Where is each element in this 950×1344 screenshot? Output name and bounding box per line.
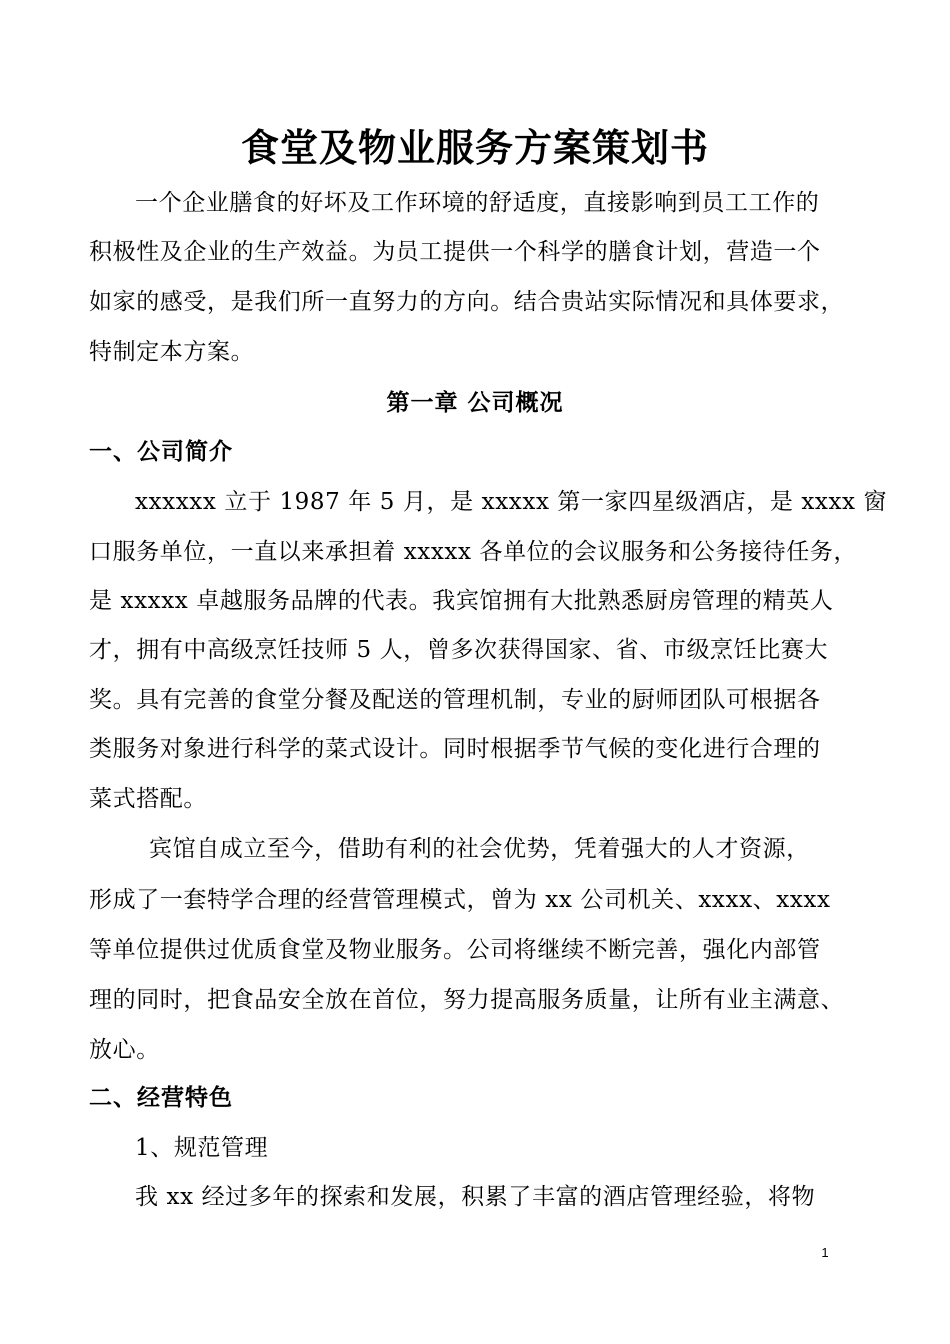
paragraph-line: 类服务对象进行科学的菜式设计。同时根据季节气候的变化进行合理的 (89, 736, 821, 762)
paragraph-line: 等单位提供过优质食堂及物业服务。公司将继续不断完善，强化内部管 (89, 937, 821, 963)
intro-line: 积极性及企业的生产效益。为员工提供一个科学的膳食计划，营造一个 (89, 239, 821, 265)
subheading-standard-management: 1、规范管理 (135, 1135, 269, 1161)
paragraph-line: 形成了一套特学合理的经营管理模式，曾为 xx 公司机关、xxxx、xxxx (89, 887, 831, 913)
paragraph-line: 奖。具有完善的食堂分餐及配送的管理机制，专业的厨师团队可根据各 (89, 687, 821, 713)
paragraph-line: 才，拥有中高级烹饪技师 5 人，曾多次获得国家、省、市级烹饪比赛大 (89, 637, 829, 663)
paragraph-line: 放心。 (89, 1037, 160, 1063)
paragraph-line: 理的同时，把食品安全放在首位，努力提高服务质量，让所有业主满意、 (89, 987, 845, 1013)
section-heading-business-features: 二、经营特色 (89, 1084, 233, 1111)
paragraph-line: xxxxxx 立于 1987 年 5 月，是 xxxxx 第一家四星级酒店，是 xxxx 窗 (135, 489, 888, 515)
paragraph-line: 宾馆自成立至今，借助有利的社会优势，凭着强大的人才资源， (149, 836, 810, 862)
paragraph-line: 菜式搭配。 (89, 786, 207, 812)
intro-line: 如家的感受，是我们所一直努力的方向。结合贵站实际情况和具体要求， (89, 289, 845, 315)
paragraph-line: 口服务单位，一直以来承担着 xxxxx 各单位的会议服务和公务接待任务， (89, 539, 858, 565)
intro-line: 一个企业膳食的好坏及工作环境的舒适度，直接影响到员工工作的 (135, 190, 820, 216)
page-number: 1 (821, 1245, 829, 1260)
section-heading-company-intro: 一、公司简介 (89, 438, 233, 465)
document-title: 食堂及物业服务方案策划书 (240, 125, 709, 170)
paragraph-line: 是 xxxxx 卓越服务品牌的代表。我宾馆拥有大批熟悉厨房管理的精英人 (89, 588, 834, 614)
chapter-title: 第一章 公司概况 (386, 389, 564, 416)
paragraph-line: 我 xx 经过多年的探索和发展，积累了丰富的酒店管理经验，将物 (135, 1184, 816, 1210)
intro-line: 特制定本方案。 (89, 339, 255, 365)
